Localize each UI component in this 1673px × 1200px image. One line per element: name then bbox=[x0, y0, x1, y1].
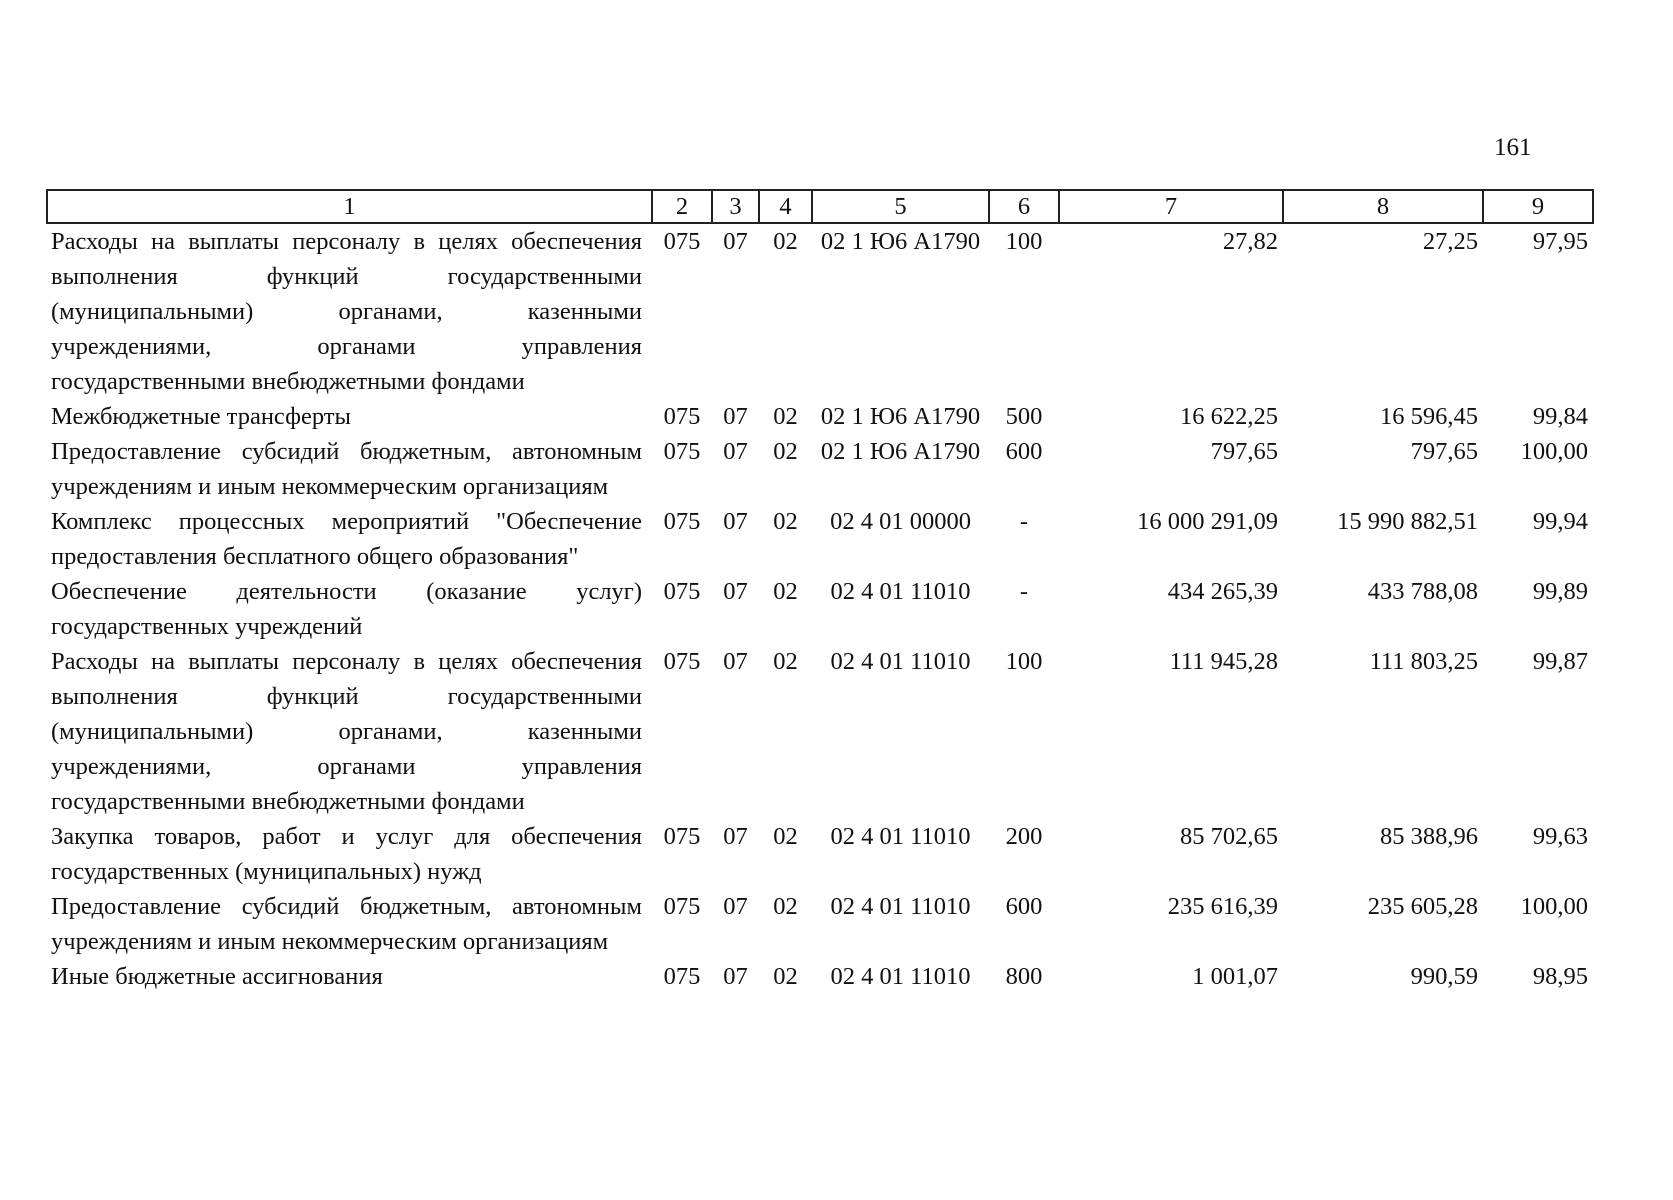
column-header-9: 9 bbox=[1483, 190, 1593, 223]
cell-admin-code: 075 bbox=[663, 438, 701, 465]
cell-expense-type: 800 bbox=[1005, 963, 1043, 990]
table-row bbox=[47, 399, 1593, 434]
cell-target-code: 02 4 01 11010 bbox=[830, 578, 971, 605]
cell-executed: 433 788,08 bbox=[1367, 578, 1478, 605]
cell-target-code: 02 4 01 11010 bbox=[830, 648, 971, 675]
cell-planned: 16 622,25 bbox=[1180, 403, 1278, 430]
header-row bbox=[47, 190, 1593, 223]
budget-table bbox=[46, 189, 1594, 994]
table-row bbox=[47, 644, 1593, 819]
cell-executed: 27,25 bbox=[1422, 228, 1478, 255]
cell-target-code: 02 4 01 00000 bbox=[830, 508, 971, 535]
cell-subsection: 02 bbox=[773, 893, 798, 920]
cell-target-code: 02 4 01 11010 bbox=[830, 963, 971, 990]
cell-subsection: 02 bbox=[773, 823, 798, 850]
cell-subsection: 02 bbox=[773, 963, 798, 990]
page-number: 161 bbox=[1494, 134, 1532, 161]
cell-expense-type: - bbox=[1019, 578, 1029, 605]
cell-section: 07 bbox=[723, 228, 748, 255]
column-header-5: 5 bbox=[812, 190, 989, 223]
cell-percent: 99,94 bbox=[1532, 508, 1588, 535]
cell-subsection: 02 bbox=[773, 648, 798, 675]
row-description: Комплекс процессных мероприятий "Обеспечение предоставления бесплатного общего образования" bbox=[51, 508, 642, 570]
cell-executed: 15 990 882,51 bbox=[1337, 508, 1478, 535]
row-description: Иные бюджетные ассигнования bbox=[51, 963, 383, 990]
row-description: Межбюджетные трансферты bbox=[51, 403, 351, 430]
cell-section: 07 bbox=[723, 823, 748, 850]
table-row bbox=[47, 889, 1593, 959]
row-description: Предоставление субсидий бюджетным, автономным учреждениям и иным некоммерческим организациям bbox=[51, 438, 642, 500]
cell-admin-code: 075 bbox=[663, 578, 701, 605]
cell-admin-code: 075 bbox=[663, 648, 701, 675]
cell-executed: 111 803,25 bbox=[1369, 648, 1478, 675]
cell-expense-type: 100 bbox=[1005, 228, 1043, 255]
cell-admin-code: 075 bbox=[663, 508, 701, 535]
cell-admin-code: 075 bbox=[663, 403, 701, 430]
column-header-6: 6 bbox=[989, 190, 1059, 223]
row-description: Закупка товаров, работ и услуг для обеспечения государственных (муниципальных) нужд bbox=[51, 823, 642, 885]
table-row bbox=[47, 574, 1593, 644]
cell-section: 07 bbox=[723, 403, 748, 430]
cell-percent: 97,95 bbox=[1532, 228, 1588, 255]
column-header-7: 7 bbox=[1059, 190, 1283, 223]
column-header-3: 3 bbox=[712, 190, 759, 223]
cell-subsection: 02 bbox=[773, 578, 798, 605]
cell-executed: 235 605,28 bbox=[1367, 893, 1478, 920]
cell-executed: 990,59 bbox=[1410, 963, 1478, 990]
cell-planned: 16 000 291,09 bbox=[1137, 508, 1278, 535]
cell-section: 07 bbox=[723, 648, 748, 675]
cell-planned: 797,65 bbox=[1210, 438, 1278, 465]
cell-executed: 797,65 bbox=[1410, 438, 1478, 465]
cell-percent: 99,63 bbox=[1532, 823, 1588, 850]
cell-subsection: 02 bbox=[773, 403, 798, 430]
row-description: Предоставление субсидий бюджетным, автономным учреждениям и иным некоммерческим организациям bbox=[51, 893, 642, 955]
table-row bbox=[47, 959, 1593, 994]
cell-percent: 99,87 bbox=[1532, 648, 1588, 675]
cell-planned: 235 616,39 bbox=[1167, 893, 1278, 920]
cell-percent: 98,95 bbox=[1532, 963, 1588, 990]
table-row bbox=[47, 819, 1593, 889]
cell-planned: 434 265,39 bbox=[1167, 578, 1278, 605]
cell-planned: 85 702,65 bbox=[1180, 823, 1278, 850]
column-header-4: 4 bbox=[759, 190, 812, 223]
cell-expense-type: 600 bbox=[1005, 438, 1043, 465]
column-header-1: 1 bbox=[47, 190, 652, 223]
cell-section: 07 bbox=[723, 438, 748, 465]
cell-subsection: 02 bbox=[773, 228, 798, 255]
cell-target-code: 02 1 Ю6 А1790 bbox=[820, 438, 981, 465]
column-header-8: 8 bbox=[1283, 190, 1483, 223]
cell-percent: 99,89 bbox=[1532, 578, 1588, 605]
cell-expense-type: 600 bbox=[1005, 893, 1043, 920]
cell-target-code: 02 4 01 11010 bbox=[830, 823, 971, 850]
column-header-2: 2 bbox=[652, 190, 712, 223]
cell-expense-type: 500 bbox=[1005, 403, 1043, 430]
cell-planned: 111 945,28 bbox=[1169, 648, 1278, 675]
cell-admin-code: 075 bbox=[663, 963, 701, 990]
cell-section: 07 bbox=[723, 893, 748, 920]
cell-percent: 100,00 bbox=[1520, 438, 1588, 465]
cell-admin-code: 075 bbox=[663, 228, 701, 255]
cell-expense-type: 100 bbox=[1005, 648, 1043, 675]
cell-target-code: 02 4 01 11010 bbox=[830, 893, 971, 920]
row-description: Расходы на выплаты персоналу в целях обеспечения выполнения функций государственными (муниципальными) органами, казенными учреждениями, органами управления государственными внебюджетными фондами bbox=[51, 648, 642, 815]
cell-target-code: 02 1 Ю6 А1790 bbox=[820, 228, 981, 255]
table-row bbox=[47, 223, 1593, 399]
cell-executed: 16 596,45 bbox=[1380, 403, 1478, 430]
cell-percent: 100,00 bbox=[1520, 893, 1588, 920]
cell-percent: 99,84 bbox=[1532, 403, 1588, 430]
cell-expense-type: 200 bbox=[1005, 823, 1043, 850]
row-description: Расходы на выплаты персоналу в целях обеспечения выполнения функций государственными (муниципальными) органами, казенными учреждениями, органами управления государственными внебюджетными фондами bbox=[51, 228, 642, 395]
cell-target-code: 02 1 Ю6 А1790 bbox=[820, 403, 981, 430]
cell-planned: 1 001,07 bbox=[1192, 963, 1278, 990]
table-row bbox=[47, 434, 1593, 504]
cell-subsection: 02 bbox=[773, 508, 798, 535]
table-row bbox=[47, 504, 1593, 574]
cell-section: 07 bbox=[723, 578, 748, 605]
cell-expense-type: - bbox=[1019, 508, 1029, 535]
cell-section: 07 bbox=[723, 963, 748, 990]
cell-section: 07 bbox=[723, 508, 748, 535]
cell-admin-code: 075 bbox=[663, 893, 701, 920]
cell-executed: 85 388,96 bbox=[1380, 823, 1478, 850]
cell-planned: 27,82 bbox=[1222, 228, 1278, 255]
cell-subsection: 02 bbox=[773, 438, 798, 465]
row-description: Обеспечение деятельности (оказание услуг) государственных учреждений bbox=[51, 578, 642, 640]
cell-admin-code: 075 bbox=[663, 823, 701, 850]
